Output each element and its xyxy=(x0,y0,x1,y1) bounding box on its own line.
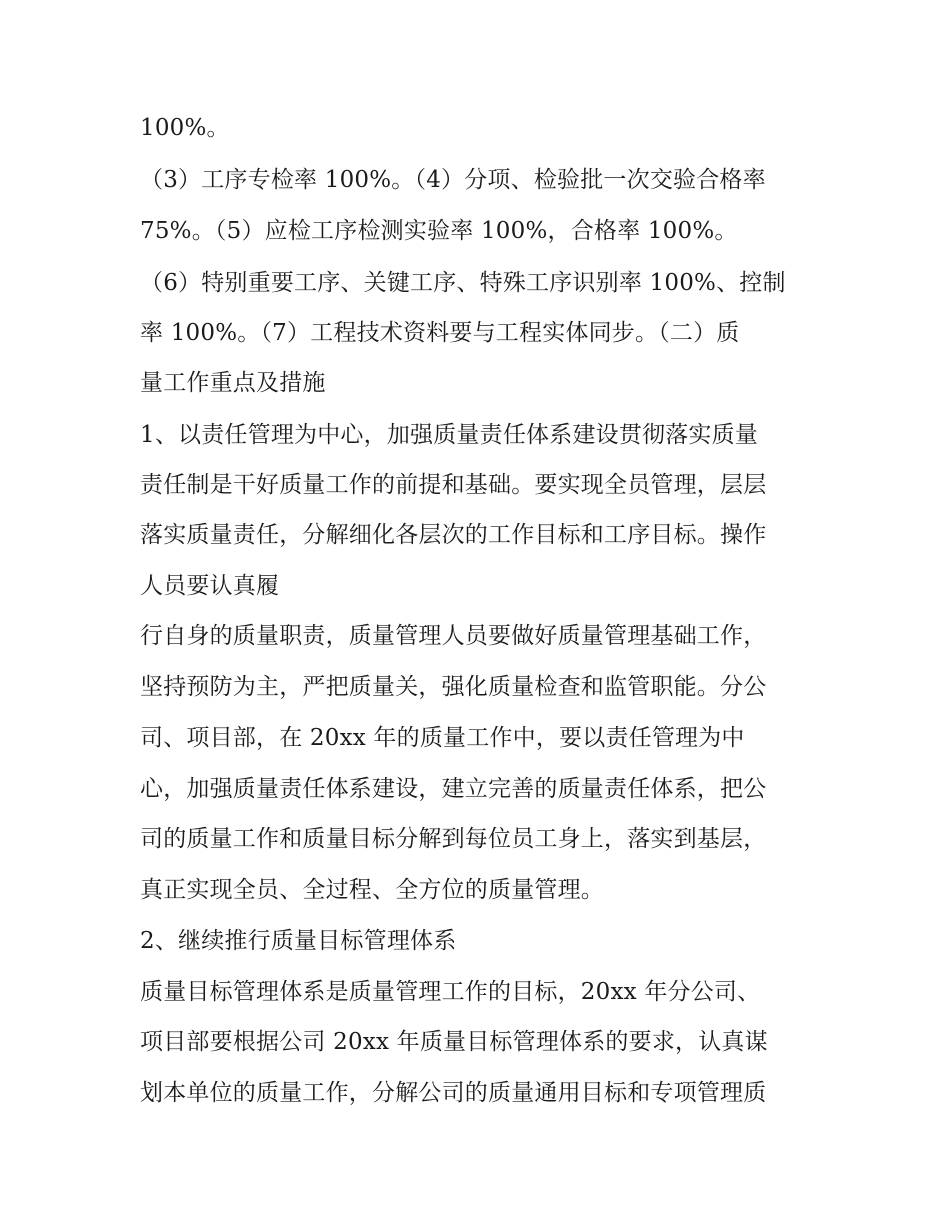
text-line: 划本单位的质量工作，分解公司的质量通用目标和专项管理质 xyxy=(140,1080,767,1106)
section-heading: 量工作重点及措施 xyxy=(140,370,326,396)
text-line: 人员要认真履 xyxy=(140,573,280,599)
section-heading: 2、继续推行质量目标管理体系 xyxy=(140,928,457,954)
text-line: 质量目标管理体系是质量管理工作的目标，20xx 年分公司、 xyxy=(140,979,761,1005)
text-line: 真正实现全员、全过程、全方位的质量管理。 xyxy=(140,877,604,903)
text-line: （6）特别重要工序、关键工序、特殊工序识别率 100%、控制 xyxy=(140,270,786,296)
text-line: 75%。（5）应检工序检测实验率 100%，合格率 100%。 xyxy=(140,218,738,244)
text-line: 落实质量责任，分解细化各层次的工作目标和工序目标。操作 xyxy=(140,522,767,548)
text-line: 1、以责任管理为中心，加强质量责任体系建设贯彻落实质量 xyxy=(140,422,759,448)
text-line: （3）工序专检率 100%。（4）分项、检验批一次交验合格率 xyxy=(140,167,766,193)
text-line: 率 100%。（7）工程技术资料要与工程实体同步。（二）质 xyxy=(140,320,740,346)
text-line: 责任制是干好质量工作的前提和基础。要实现全员管理，层层 xyxy=(140,472,767,498)
text-line: 心，加强质量责任体系建设，建立完善的质量责任体系，把公 xyxy=(140,776,767,802)
text-line: 司、项目部，在 20xx 年的质量工作中，要以责任管理为中 xyxy=(140,725,745,751)
text-line: 司的质量工作和质量目标分解到每位员工身上，落实到基层， xyxy=(140,826,767,852)
text-line: 坚持预防为主，严把质量关，强化质量检查和监管职能。分公 xyxy=(140,674,767,700)
text-line: 行自身的质量职责，质量管理人员要做好质量管理基础工作， xyxy=(140,623,767,649)
text-line: 100%。 xyxy=(140,115,230,141)
text-line: 项目部要根据公司 20xx 年质量目标管理体系的要求，认真谋 xyxy=(140,1029,768,1055)
